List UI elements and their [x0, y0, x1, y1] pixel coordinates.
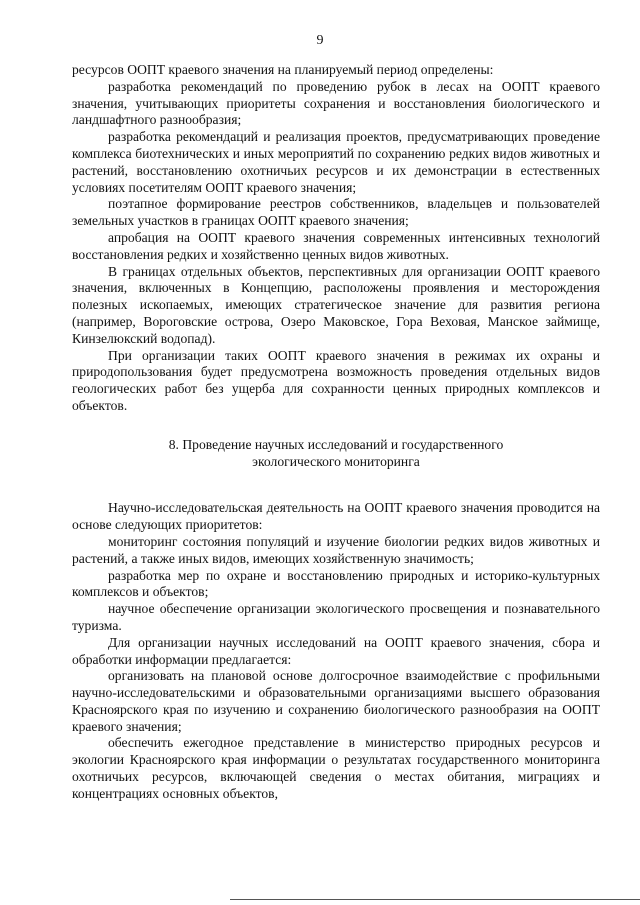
section-heading	[72, 437, 600, 471]
paragraph: разработка мер по охране и восстановлению природных и историко-культурных комплексов и объектов;	[72, 567, 600, 600]
paragraph: разработка рекомендаций и реализация проектов, предусматривающих проведение комплекса биотехнических и иных мероприятий по сохранению редких видов животных и растений, восстановлению охотничьих ресурсов и их демонстрации в естественных условиях посетителям ООПТ краевого значения;	[72, 129, 600, 195]
paragraph: обеспечить ежегодное представление в министерство природных ресурсов и экологии Красноярского края информации о результатах государственного мониторинга охотничьих ресурсов, включающей сведения о местах обитания, миграциях и концентрациях основных объектов,	[72, 735, 600, 801]
paragraph: апробация на ООПТ краевого значения современных интенсивных технологий восстановления редких и хозяйственно ценных видов животных.	[72, 229, 600, 262]
paragraph: Научно-исследовательская деятельность на ООПТ краевого значения проводится на основе следующих приоритетов:	[72, 500, 600, 533]
section-heading-line-2: экологического мониторинга	[252, 453, 420, 469]
paragraph: Для организации научных исследований на ООПТ краевого значения, сбора и обработки информации предлагается:	[72, 634, 600, 667]
document-body	[72, 62, 600, 803]
paragraphs-after-heading	[72, 500, 600, 802]
section-heading-line-1: 8. Проведение научных исследований и государственного	[168, 436, 504, 452]
paragraph: ресурсов ООПТ краевого значения на планируемый период определены:	[72, 62, 494, 77]
paragraph: разработка рекомендаций по проведению рубок в лесах на ООПТ краевого значения, учитывающих приоритеты сохранения и восстановления биологического и ландшафтного разнообразия;	[72, 78, 600, 128]
paragraph: организовать на плановой основе долгосрочное взаимодействие с профильными научно-исследовательскими и образовательными организациями высшего образования Красноярского края по изучению и сохранению биологического разнообразия на ООПТ краевого значения;	[72, 668, 600, 734]
paragraph: В границах отдельных объектов, перспективных для организации ООПТ краевого значения, включенных в Концепцию, расположены проявления и месторождения полезных ископаемых, имеющих стратегическое значение для развития региона (например, Вороговские острова, Озеро Маковское, Гора Веховая, Манское займище, Кинзелюкский водопад).	[72, 263, 600, 346]
paragraph: поэтапное формирование реестров собственников, владельцев и пользователей земельных участков в границах ООПТ краевого значения;	[72, 196, 600, 229]
page-number: 9	[316, 33, 324, 48]
bottom-scan-edge	[230, 899, 640, 900]
paragraph: При организации таких ООПТ краевого значения в режимах их охраны и природопользования будет предусмотрена возможность проведения отдельных видов геологических работ без ущерба для сохранности ценных природных комплексов и объектов.	[72, 347, 600, 413]
paragraphs-before-heading	[72, 62, 600, 415]
paragraph: научное обеспечение организации экологического просвещения и познавательного туризма.	[72, 601, 600, 633]
paragraph: мониторинг состояния популяций и изучение биологии редких видов животных и растений, а также иных видов, имеющих хозяйственную значимость;	[72, 533, 600, 566]
